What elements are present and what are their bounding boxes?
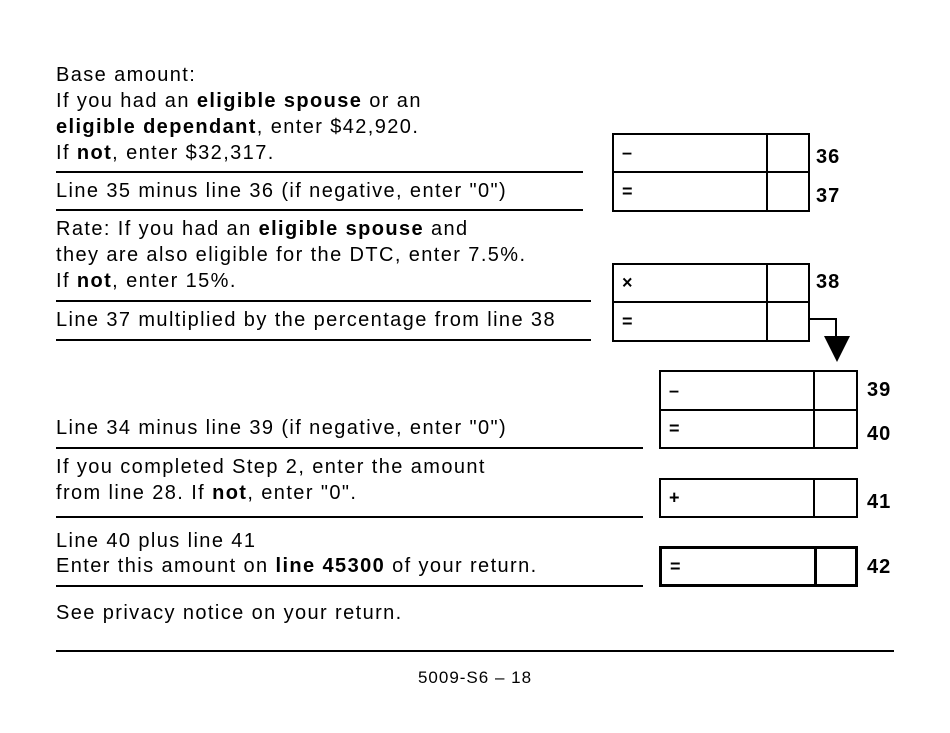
- base-amount-label: Base amount:: [56, 64, 197, 86]
- text-part: of your return.: [385, 555, 538, 577]
- rate-dtc-text: they are also eligible for the DTC, enter 7.5%.: [56, 244, 527, 266]
- cents-divider: [766, 265, 768, 301]
- cents-divider: [813, 372, 815, 409]
- line39-input-box[interactable]: [659, 370, 858, 411]
- privacy-notice: See privacy notice on your return.: [56, 602, 403, 624]
- text-bold: eligible spouse: [258, 218, 425, 240]
- line-number-40: 40: [867, 423, 892, 445]
- text-bold: eligible dependant: [56, 116, 257, 138]
- text-part: , enter "0".: [247, 482, 358, 504]
- line-number-38: 38: [816, 271, 841, 293]
- line-number-42: 42: [867, 556, 892, 578]
- divider: [56, 171, 583, 173]
- text-part: or an: [362, 90, 422, 112]
- text-part: Rate: If you had an: [56, 218, 259, 240]
- line41-input-box[interactable]: [659, 478, 858, 518]
- divider: [56, 339, 591, 341]
- step2-text: If you completed Step 2, enter the amount: [56, 456, 486, 478]
- text-part: If: [56, 270, 77, 292]
- line37-description: Line 35 minus line 36 (if negative, enter "0"): [56, 180, 508, 202]
- base-amount-spouse-text: [56, 88, 422, 114]
- total-instruction: [56, 553, 538, 579]
- rate-not-text: [56, 268, 237, 294]
- minus-operator: –: [669, 380, 680, 400]
- cents-divider: [813, 480, 815, 516]
- text-bold: not: [76, 270, 113, 292]
- equals-operator: =: [669, 418, 680, 439]
- base-amount-dependant-text: [56, 114, 419, 140]
- divider: [56, 585, 643, 587]
- line37-input-box[interactable]: [612, 171, 810, 212]
- text-bold: line 45300: [275, 555, 386, 577]
- divider: [56, 516, 643, 518]
- step2-not-text: [56, 480, 357, 506]
- line-number-39: 39: [867, 379, 892, 401]
- line-number-36: 36: [816, 146, 841, 168]
- divider: [56, 209, 583, 211]
- line42-input-box[interactable]: [659, 546, 858, 587]
- text-part: If you had an: [56, 90, 197, 112]
- divider: [56, 447, 643, 449]
- text-part: , enter 15%.: [112, 270, 237, 292]
- cents-divider: [766, 303, 768, 340]
- plus-operator: +: [669, 487, 680, 508]
- text-part: , enter $42,920.: [256, 116, 420, 138]
- text-part: from line 28. If: [56, 482, 213, 504]
- equals-operator: =: [670, 556, 681, 576]
- line40-input-box[interactable]: [659, 409, 858, 449]
- text-part: , enter $32,317.: [112, 142, 275, 164]
- equals-operator: =: [622, 311, 633, 331]
- footer-divider: [56, 650, 894, 652]
- line36-input-box[interactable]: [612, 133, 810, 173]
- rate-spouse-text: [56, 216, 469, 242]
- line40-description: Line 34 minus line 39 (if negative, enter "0"): [56, 417, 508, 439]
- divider: [56, 300, 591, 302]
- times-operator: ×: [622, 272, 633, 293]
- arrow-down-icon: [806, 316, 866, 366]
- text-bold: eligible spouse: [196, 90, 363, 112]
- multiplied-result-box[interactable]: [612, 301, 810, 342]
- minus-operator: –: [622, 142, 633, 163]
- cents-divider: [766, 135, 768, 171]
- total-description: Line 40 plus line 41: [56, 530, 257, 552]
- text-bold: not: [212, 482, 248, 504]
- line-number-37: 37: [816, 185, 841, 207]
- text-part: If: [56, 142, 77, 164]
- text-part: Enter this amount on: [56, 555, 276, 577]
- line-multiplied-description: Line 37 multiplied by the percentage from line 38: [56, 309, 556, 331]
- base-amount-not-text: [56, 140, 275, 166]
- form-number: 5009-S6 – 18: [417, 668, 533, 687]
- cents-divider: [813, 411, 815, 447]
- text-part: and: [424, 218, 469, 240]
- equals-operator: =: [622, 181, 633, 201]
- cents-divider: [766, 173, 768, 210]
- line38-input-box[interactable]: [612, 263, 810, 303]
- line-number-41: 41: [867, 491, 892, 513]
- text-bold: not: [76, 142, 113, 164]
- cents-divider: [814, 549, 817, 584]
